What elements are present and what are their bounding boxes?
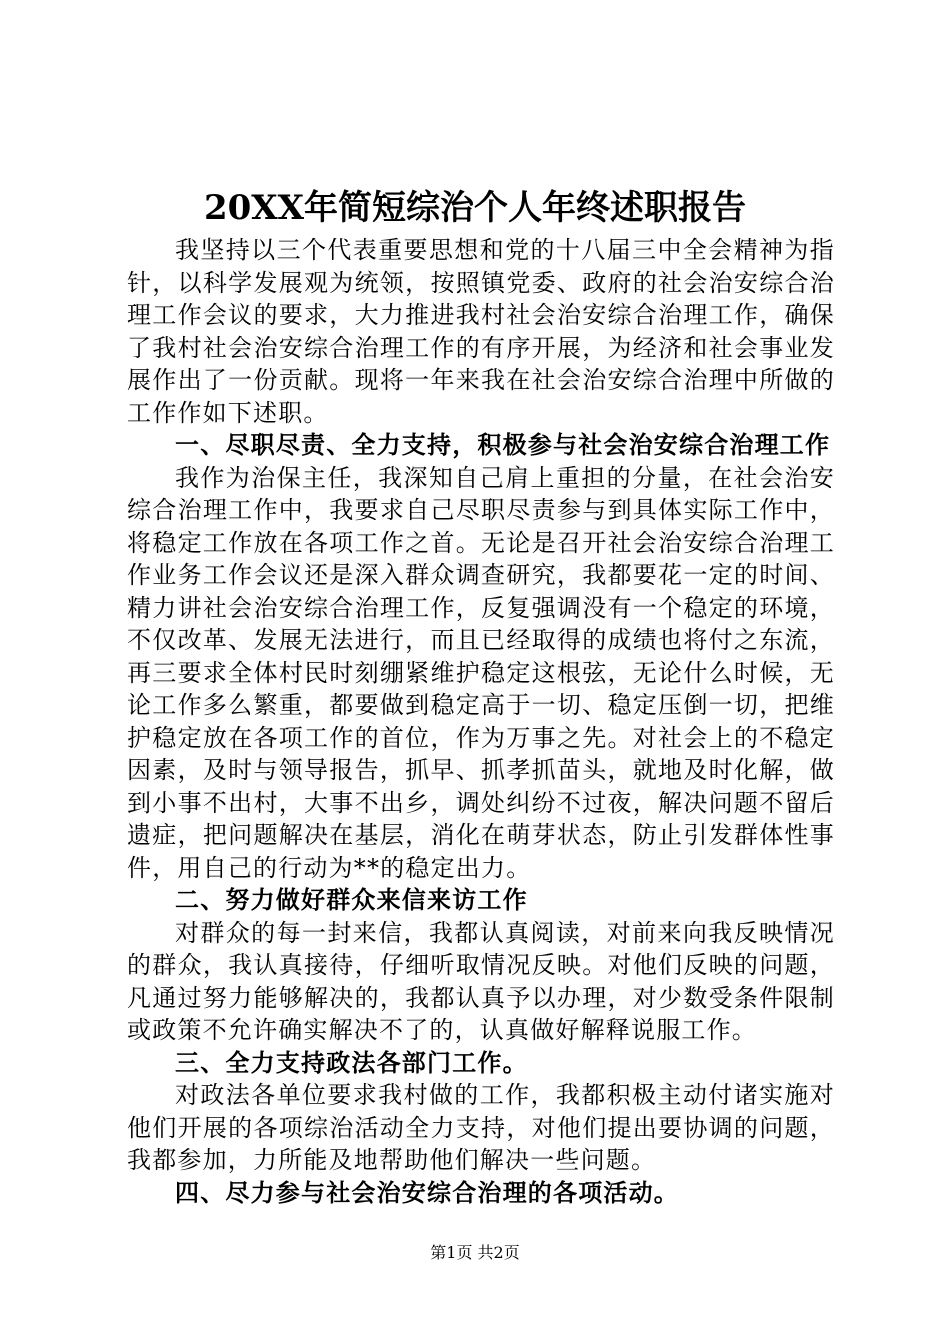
document-title: 20XX年简短综治个人年终述职报告 bbox=[203, 188, 747, 228]
document-body bbox=[127, 234, 835, 1209]
section-heading-1: 一、尽职尽责、全力支持，积极参与社会治安综合治理工作 bbox=[175, 430, 831, 459]
page-number-footer: 第1页 共2页 bbox=[430, 1243, 520, 1262]
section-2-paragraph: 对群众的每一封来信，我都认真阅读，对前来向我反映情况的群众，我认真接待，仔细听取情况反映。对他们反映的问题，凡通过努力能够解决的，我都认真予以办理，对少数受条件限制或政策不允许确实解决不了的，认真做好解释说服工作。 bbox=[127, 918, 835, 1044]
section-heading-2: 二、努力做好群众来信来访工作 bbox=[175, 885, 528, 914]
section-heading-3: 三、全力支持政法各部门工作。 bbox=[175, 1047, 528, 1077]
section-heading-4: 四、尽力参与社会治安综合治理的各项活动。 bbox=[175, 1177, 679, 1207]
section-1-paragraph: 我作为治保主任，我深知自己肩上重担的分量，在社会治安综合治理工作中，我要求自己尽职尽责参与到具体实际工作中，将稳定工作放在各项工作之首。无论是召开社会治安综合治理工作业务工作会议还是深入群众调查研究，我都要花一定的时间、精力讲社会治安综合治理工作，反复强调没有一个稳定的环境，不仅改革、发展无法进行，而且已经取得的成绩也将付之东流，再三要求全体村民时刻绷紧维护稳定这根弦，无论什么时候，无论工作多么繁重，都要做到稳定高于一切、稳定压倒一切，把维护稳定放在各项工作的首位，作为万事之先。对社会上的不稳定因素，及时与领导报告，抓早、抓孝抓苗头，就地及时化解，做到小事不出村，大事不出乡，调处纠纷不过夜，解决问题不留后遗症，把问题解决在基层，消化在萌芽状态，防止引发群体性事件，用自己的行动为**的稳定出力。 bbox=[127, 463, 835, 882]
intro-paragraph: 我坚持以三个代表重要思想和党的十八届三中全会精神为指针，以科学发展观为统领，按照镇党委、政府的社会治安综合治理工作会议的要求，大力推进我村社会治安综合治理工作，确保了我村社会治安综合治理工作的有序开展，为经济和社会事业发展作出了一份贡献。现将一年来我在社会治安综合治理中所做的工作作如下述职。 bbox=[127, 236, 835, 427]
section-3-paragraph: 对政法各单位要求我村做的工作，我都积极主动付诸实施对他们开展的各项综治活动全力支持，对他们提出要协调的问题，我都参加，力所能及地帮助他们解决一些问题。 bbox=[127, 1081, 835, 1174]
